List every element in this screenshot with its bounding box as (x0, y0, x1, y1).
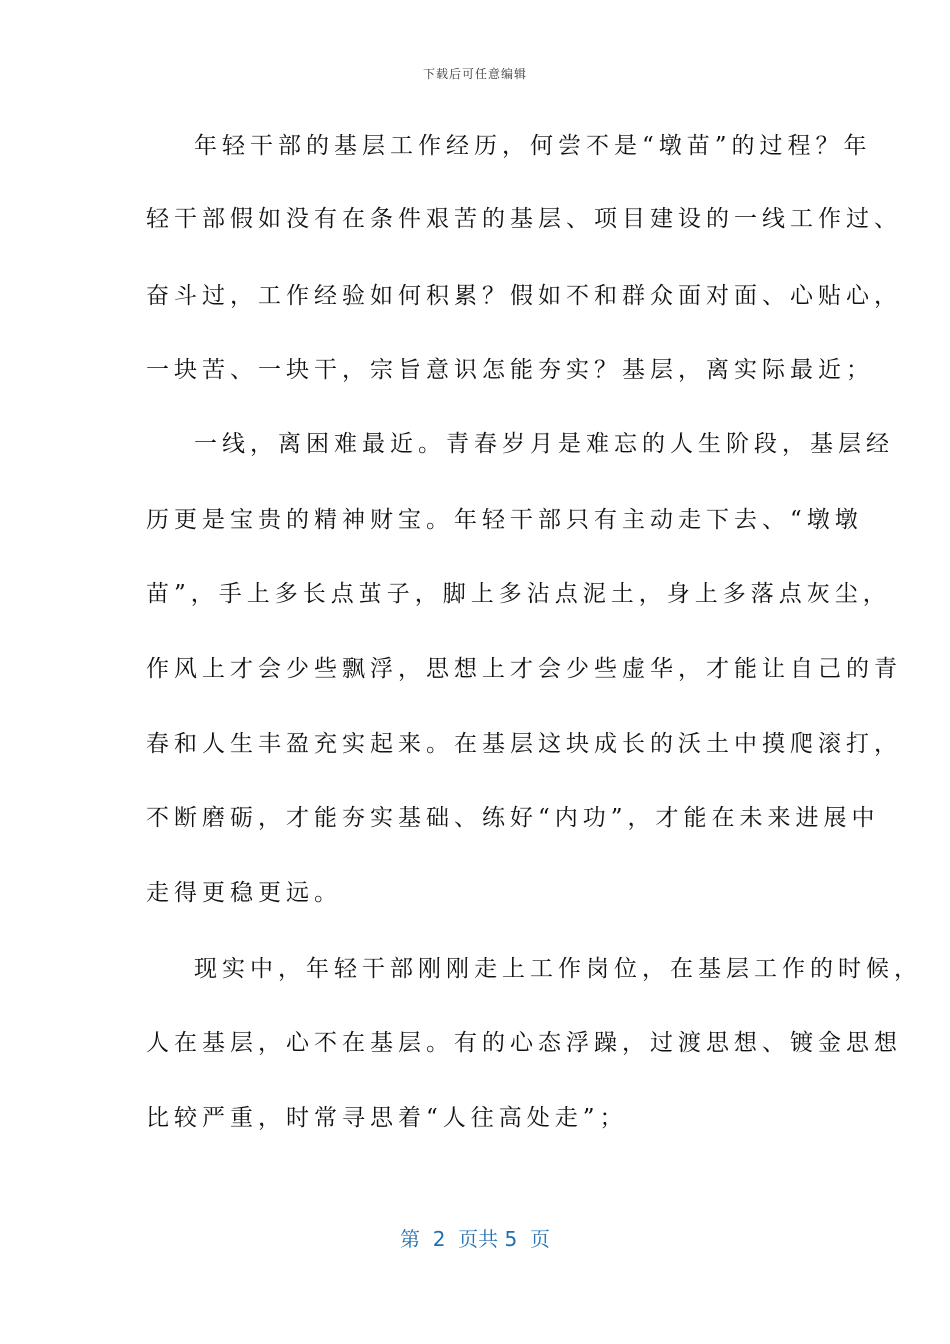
paragraph-line: 苗”，手上多长点茧子，脚上多沾点泥土，身上多落点灰尘， (146, 581, 891, 607)
paragraph-line: 作风上才会少些飘浮，思想上才会少些虚华，才能让自己的青 (146, 656, 902, 682)
paragraph-line: 轻干部假如没有在条件艰苦的基层、项目建设的一线工作过、 (146, 206, 902, 232)
paragraph-line: 历更是宝贵的精神财宝。年轻干部只有主动走下去、“墩墩 (146, 507, 863, 533)
paragraph-line: 现实中，年轻干部刚刚走上工作岗位，在基层工作的时候， (194, 956, 922, 982)
paragraph-line: 人在基层，心不在基层。有的心态浮躁，过渡思想、镀金思想 (146, 1030, 902, 1056)
paragraph-line: 奋斗过，工作经验如何积累？假如不和群众面对面、心贴心， (146, 283, 902, 309)
paragraph-line: 年轻干部的基层工作经历，何尝不是“墩苗”的过程？年 (194, 133, 872, 159)
paragraph-line: 比较严重，时常寻思着“人往高处走”； (146, 1105, 628, 1131)
page-number: 第 2 页共 5 页 (400, 1227, 550, 1251)
page-footer (0, 1226, 950, 1252)
paragraph-line: 一线，离困难最近。青春岁月是难忘的人生阶段，基层经 (194, 431, 894, 457)
page-header: 下载后可任意编辑 (422, 67, 527, 81)
paragraph-line: 春和人生丰盈充实起来。在基层这块成长的沃土中摸爬滚打， (146, 731, 902, 757)
paragraph-line: 不断磨砺，才能夯实基础、练好“内功”，才能在未来进展中 (146, 805, 880, 831)
paragraph-line: 走得更稳更远。 (146, 880, 342, 906)
paragraph-line: 一块苦、一块干，宗旨意识怎能夯实？基层，离实际最近； (146, 357, 874, 383)
